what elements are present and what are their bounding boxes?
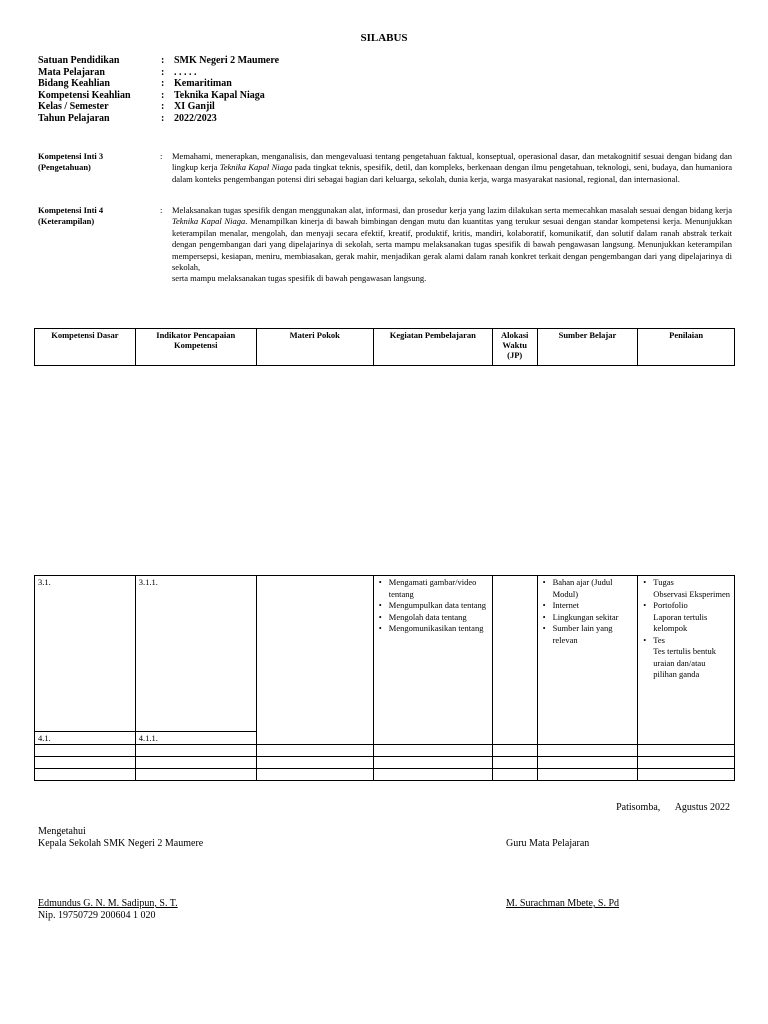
identity-block <box>38 55 279 124</box>
cell-kegiatan <box>373 576 492 745</box>
place-date: Patisomba, Agustus 2022 <box>616 802 730 813</box>
syllabus-header-table <box>34 328 735 366</box>
kegiatan-item: • Mengomunikasikan tentang <box>389 623 489 635</box>
kepala-sekolah-nip: Nip. 19750729 200604 1 020 <box>38 910 156 921</box>
header-materi-pokok: Materi Pokok <box>256 329 373 366</box>
kegiatan-item: • Mengamati gambar/video tentang <box>389 577 489 600</box>
info-value: Teknika Kapal Niaga <box>174 89 265 101</box>
header-kegiatan: Kegiatan Pembelajaran <box>373 329 492 366</box>
info-row: Bidang Keahlian : Kemaritiman <box>38 78 232 89</box>
header-alokasi-waktu: Alokasi Waktu (JP) <box>492 329 537 366</box>
penilaian-item: • Tugas Observasi Eksperimen <box>653 577 731 600</box>
penilaian-item: • Tes Tes tertulis bentuk uraian dan/atau pilihan ganda <box>653 635 731 681</box>
sumber-item: • Internet <box>553 600 635 612</box>
header-penilaian: Penilaian <box>638 329 735 366</box>
cell-ipk-3: 3.1.1. <box>135 576 256 732</box>
cell-sumber <box>537 576 638 745</box>
header-indikator: Indikator Pencapaian Kompetensi <box>135 329 256 366</box>
kegiatan-item: • Mengolah data tentang <box>389 612 489 624</box>
cell-penilaian <box>638 576 735 745</box>
mengetahui-label: Mengetahui <box>38 826 86 837</box>
cell-alokasi <box>492 576 537 745</box>
header-kompetensi-dasar: Kompetensi Dasar <box>35 329 136 366</box>
info-label: Kompetensi Keahlian <box>38 89 131 101</box>
kepala-sekolah-name: Edmundus G. N. M. Sadipun, S. T. <box>38 898 178 909</box>
kompetensi-inti-3: Kompetensi Inti 3 (Pengetahuan) : Memahami, menerapkan, menganalisis, dan mengevaluasi tentang pengetahuan faktual, konseptual, operasional dasar, dan metakognitif sesuai dengan bidang dan lingkup kerja Teknika Kapal Niaga pada tingkat teknis, spesifik, detil, dan kompleks, berkenaan dengan ilmu pengetahuan, teknologi, seni, budaya, dan humaniora dalam konteks pengembangan potensi diri sebagai bagian dari keluarga, sekolah, dunia kerja, warga masyarakat nasional, regional, dan internasional. <box>38 151 732 184</box>
info-label: Satuan Pendidikan <box>38 55 120 66</box>
info-row: Satuan Pendidikan : SMK Negeri 2 Maumere <box>38 55 280 66</box>
ki4-text: Melaksanakan tugas spesifik dengan menggunakan alat, informasi, dan prosedur kerja yang lazim dilakukan serta memecahkan masalah sesuai dengan bidang kerja Teknika Kapal Niaga. Menampilkan kinerja di bawah bimbingan dengan mutu dan kuantitas yang terukur sesuai dengan standar kompetensi kerja. Menunjukkan keterampilan menalar, mengolah, dan menyaji secara efektif, kreatif, produktif, kritis, mandiri, kolaboratif, komunikatif, dan solutif dalam ranah abstrak terkait dengan pengembangan dari yang dipelajarinya di sekolah, serta mampu melaksanakan tugas spesifik di bawah pengawasan langsung. Menunjukkan keterampilan mempersepsi, kesiapan, meniru, membiasakan, gerak mahir, menjadikan gerak alami dalam ranah konkret terkait dengan pengembangan dari yang dipelajarinya di sekolah, serta mampu melaksanakan tugas spesifik di bawah pengawasan langsung. <box>172 205 732 284</box>
info-row: Tahun Pelajaran : 2022/2023 <box>38 112 217 124</box>
info-value: XI Ganjil <box>174 101 215 112</box>
info-value: . . . . . <box>174 66 197 78</box>
info-row: Mata Pelajaran : . . . . . <box>38 66 197 78</box>
ki4-label: Kompetensi Inti 4 <box>38 205 104 215</box>
ki4-sublabel: (Keterampilan) <box>38 216 95 227</box>
kompetensi-inti-4: Kompetensi Inti 4 (Keterampilan) : Melaksanakan tugas spesifik dengan menggunakan alat, informasi, dan prosedur kerja yang lazim dilakukan serta memecahkan masalah sesuai dengan bidang kerja Teknika Kapal Niaga. Menampilkan kinerja di bawah bimbingan dengan mutu dan kuantitas yang terukur sesuai dengan standar kompetensi kerja. Menunjukkan keterampilan menalar, mengolah, dan menyaji secara efektif, kreatif, produktif, kritis, mandiri, kolaboratif, komunikatif, dan solutif dalam ranah abstrak terkait dengan pengembangan dari yang dipelajarinya di sekolah, serta mampu melaksanakan tugas spesifik di bawah pengawasan langsung. Menunjukkan keterampilan mempersepsi, kesiapan, meniru, membiasakan, gerak mahir, menjadikan gerak alami dalam ranah konkret terkait dengan pengembangan dari yang dipelajarinya di sekolah, serta mampu melaksanakan tugas spesifik di bawah pengawasan langsung. <box>38 205 732 284</box>
info-label: Kelas / Semester <box>38 101 109 112</box>
kepala-sekolah-title: Kepala Sekolah SMK Negeri 2 Maumere <box>38 838 204 849</box>
info-row: Kelas / Semester : XI Ganjil <box>38 101 215 112</box>
guru-title: Guru Mata Pelajaran <box>506 838 590 849</box>
syllabus-body-table <box>34 575 735 781</box>
info-value: Kemaritiman <box>174 78 232 89</box>
ki3-sublabel: (Pengetahuan) <box>38 162 91 173</box>
guru-name: M. Surachman Mbete, S. Pd <box>506 898 620 909</box>
info-value: 2022/2023 <box>174 112 217 124</box>
info-label: Bidang Keahlian <box>38 78 110 89</box>
header-sumber-belajar: Sumber Belajar <box>537 329 638 366</box>
kegiatan-item: • Mengumpulkan data tentang <box>389 600 489 612</box>
info-row: Kompetensi Keahlian : Teknika Kapal Niaga <box>38 89 265 101</box>
sumber-item: • Lingkungan sekitar <box>553 612 635 624</box>
ki3-label: Kompetensi Inti 3 <box>38 151 104 161</box>
cell-kd-3: 3.1. <box>35 576 136 732</box>
cell-ipk-4: 4.1.1. <box>135 732 256 745</box>
sumber-item: • Bahan ajar (Judul Modul) <box>553 577 635 600</box>
document-title: SILABUS <box>360 32 408 44</box>
cell-materi <box>256 576 373 745</box>
info-label: Tahun Pelajaran <box>38 112 110 124</box>
info-label: Mata Pelajaran <box>38 66 105 78</box>
ki3-text: Memahami, menerapkan, menganalisis, dan mengevaluasi tentang pengetahuan faktual, konseptual, operasional dasar, dan metakognitif sesuai dengan bidang dan lingkup kerja Teknika Kapal Niaga pada tingkat teknis, spesifik, detil, dan kompleks, berkenaan dengan ilmu pengetahuan, teknologi, seni, budaya, dan humaniora dalam konteks pengembangan potensi diri sebagai bagian dari keluarga, sekolah, dunia kerja, warga masyarakat nasional, regional, dan internasional. <box>172 151 732 184</box>
penilaian-item: • Portofolio Laporan tertulis kelompok <box>653 600 731 635</box>
info-value: SMK Negeri 2 Maumere <box>174 55 280 66</box>
sumber-item: • Sumber lain yang relevan <box>553 623 635 646</box>
cell-kd-4: 4.1. <box>35 732 136 745</box>
